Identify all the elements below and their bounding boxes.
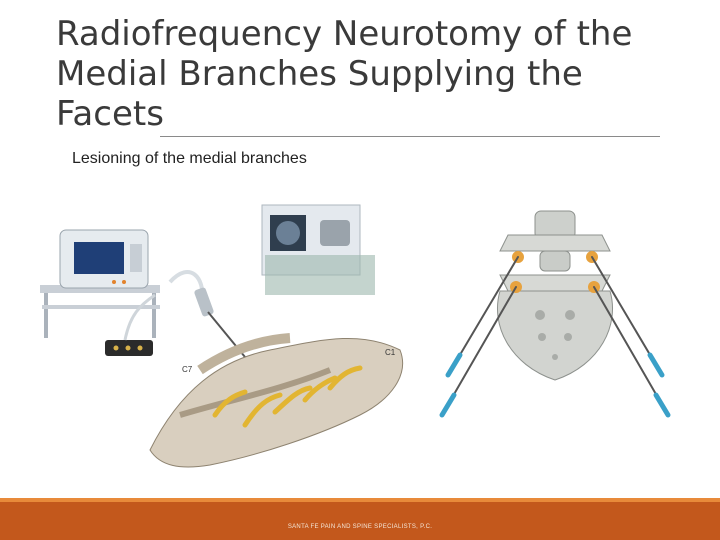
fluoroscopy-monitor-icon — [262, 205, 375, 295]
cervical-spine-icon — [150, 338, 403, 467]
label-c1: C1 — [385, 348, 396, 357]
slide-subtitle: Lesioning of the medial branches — [72, 150, 307, 167]
label-c7: C7 — [182, 365, 193, 374]
footer-text: SANTA FE PAIN AND SPINE SPECIALISTS, P.C. — [287, 524, 433, 530]
lumbar-sacral-spine-icon — [497, 211, 612, 380]
slide-title: Radiofrequency Neurotomy of the Medial Branches Supplying the Facets — [56, 14, 633, 134]
rf-generator-icon — [40, 230, 160, 338]
rf-neurotomy-lumbar-illustration — [430, 205, 680, 435]
rf-neurotomy-cervical-illustration — [30, 200, 420, 480]
electrode-connector-icon — [105, 295, 155, 356]
title-divider — [160, 136, 660, 137]
footer-bar — [0, 498, 720, 540]
